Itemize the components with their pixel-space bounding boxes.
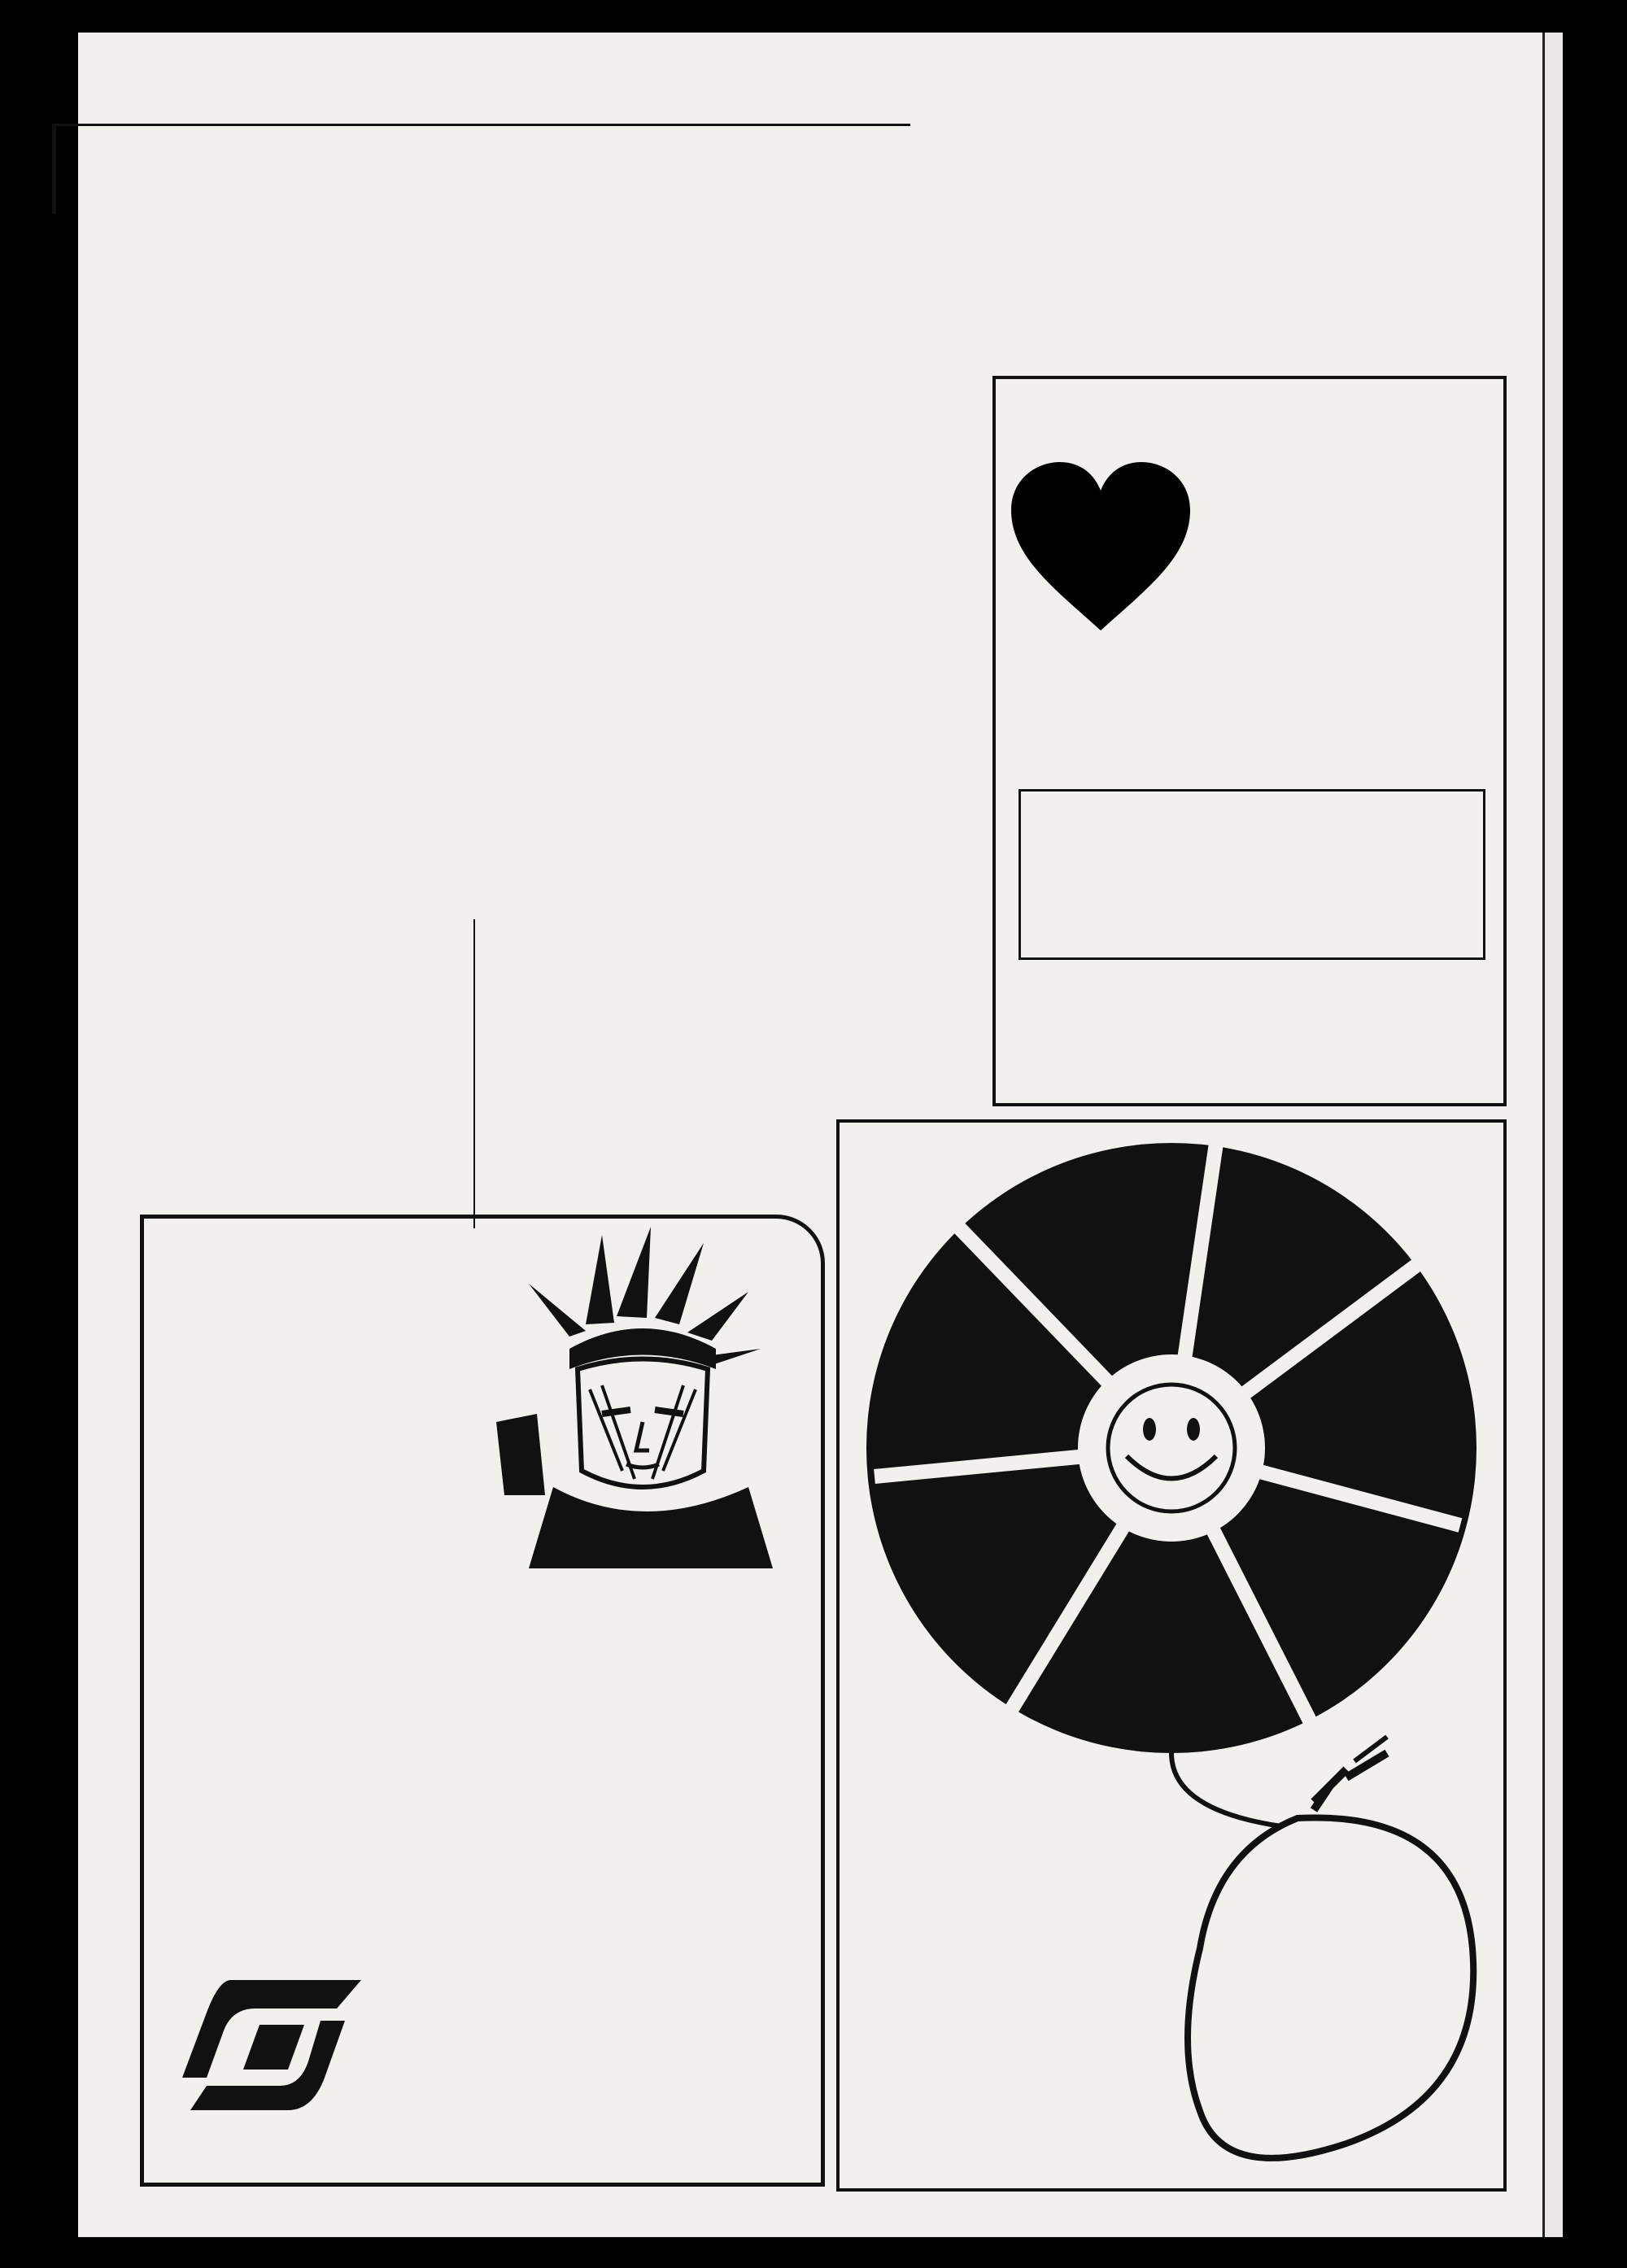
column-bowl [478, 205, 646, 213]
column-officials [146, 213, 308, 221]
pkt-event1-box [1019, 789, 1485, 960]
column-wesley [826, 205, 988, 213]
column-rule [473, 919, 475, 1228]
column-business [311, 213, 472, 221]
camera-shutter-icon [858, 1135, 1485, 2184]
page-gutter [1542, 33, 1563, 2237]
column-circle-k [655, 205, 819, 213]
heart-icon [1007, 460, 1194, 635]
column-books [994, 132, 1154, 140]
statue-of-liberty-icon [480, 1227, 805, 1568]
student-union-logo-icon [182, 1972, 369, 2118]
section-banner-frame [52, 124, 910, 214]
